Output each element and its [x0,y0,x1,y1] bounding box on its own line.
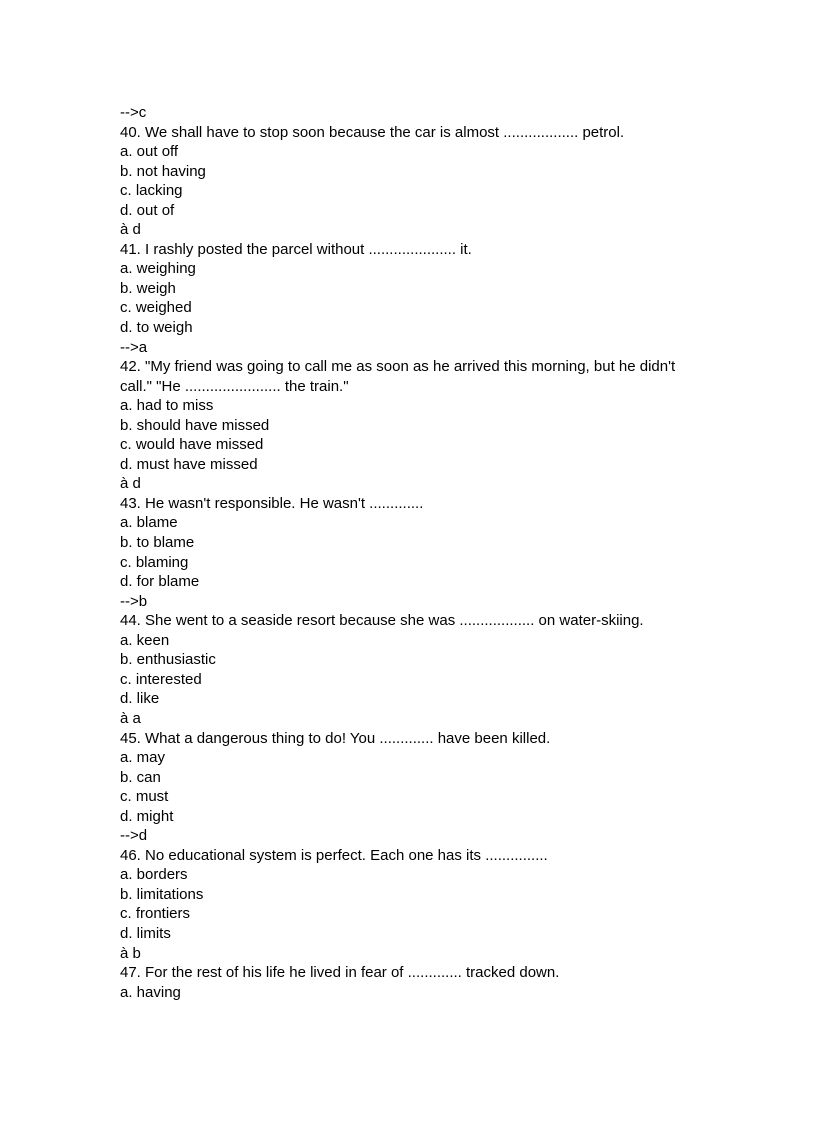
option-b: b. weigh [120,279,176,297]
option-d: d. out of [120,201,175,219]
answer-marker: -->b [120,592,148,610]
document-page [120,103,700,1002]
option-b: b. limitations [120,885,204,903]
answer-marker: à d [120,221,141,239]
question-text: 41. I rashly posted the parcel without ..................... it. [120,240,472,258]
question-text: 47. For the rest of his life he lived in fear of ............. tracked down. [120,964,560,982]
option-d: d. limits [120,924,171,942]
answer-marker: -->c [120,104,147,121]
option-a: a. weighing [120,260,196,278]
option-d: d. for blame [120,573,200,591]
option-c: c. blaming [120,553,189,571]
option-a: a. may [120,749,166,767]
answer-marker: à d [120,475,141,493]
option-c: c. must [120,788,169,806]
answer-marker: -->a [120,338,148,356]
answer-marker: à a [120,709,141,727]
option-b: b. can [120,768,161,786]
option-a: a. having [120,983,181,1001]
question-text: 45. What a dangerous thing to do! You ............. have been killed. [120,729,551,747]
option-b: b. not having [120,162,206,180]
option-a: a. out off [120,143,179,161]
question-block-43 [120,494,700,611]
option-a: a. borders [120,866,188,884]
question-text: 44. She went to a seaside resort because she was .................. on water-skiing. [120,612,644,630]
question-text: 42. "My friend was going to call me as soon as he arrived this morning, but he didn't call." "He ....................... the train." [120,358,676,395]
option-c: c. lacking [120,182,183,200]
question-block-40 [120,123,700,240]
option-d: d. must have missed [120,455,258,473]
option-d: d. like [120,690,160,708]
question-block-44 [120,611,700,728]
option-c: c. weighed [120,299,192,317]
option-a: a. blame [120,514,178,532]
option-d: d. to weigh [120,319,193,337]
question-block-41 [120,240,700,357]
option-c: c. frontiers [120,905,191,923]
option-c: c. interested [120,670,202,688]
option-a: a. had to miss [120,397,214,415]
option-b: b. to blame [120,534,195,552]
option-c: c. would have missed [120,436,264,454]
option-b: b. should have missed [120,416,270,434]
option-a: a. keen [120,631,170,649]
answer-marker: à b [120,944,141,962]
question-text: 46. No educational system is perfect. Each one has its ............... [120,846,548,864]
option-b: b. enthusiastic [120,651,216,669]
question-block-45 [120,729,700,846]
question-block-46 [120,846,700,963]
question-block-47 [120,963,700,1002]
question-text: 43. He wasn't responsible. He wasn't ............. [120,494,424,512]
question-block-42 [120,357,700,494]
question-text: 40. We shall have to stop soon because the car is almost .................. petrol. [120,123,625,141]
answer-marker: -->d [120,827,148,845]
option-d: d. might [120,807,174,825]
